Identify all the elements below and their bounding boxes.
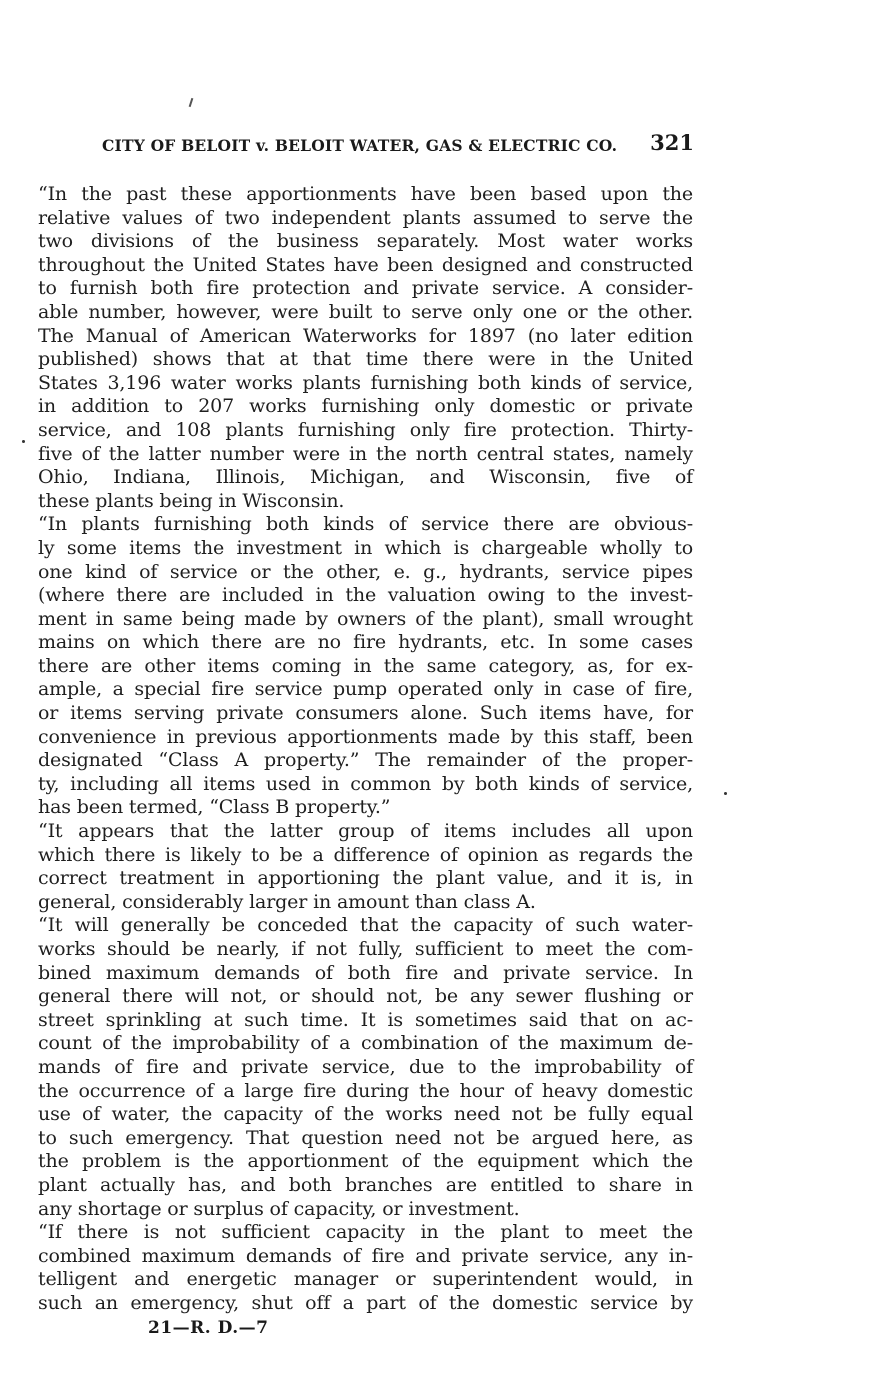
text-line: able number, however, were built to serve only one or the other. <box>38 300 693 323</box>
text-line: count of the improbability of a combination of the maximum de- <box>38 1032 693 1055</box>
text-line: The Manual of American Waterworks for 1897 (no later edition <box>38 324 693 347</box>
text-line: ty, including all items used in common by both kinds of service, <box>38 772 693 795</box>
text-line: in addition to 207 works furnishing only domestic or private <box>38 395 693 418</box>
text-line: five of the latter number were in the north central states, namely <box>38 442 693 465</box>
text-line: works should be nearly, if not fully, sufficient to meet the com- <box>38 938 693 960</box>
text-line: ment in same being made by owners of the plant), small wrought <box>38 607 693 630</box>
text-line: to furnish both fire protection and private service. A consider- <box>38 277 693 300</box>
stray-mark <box>189 98 194 107</box>
signature-mark: 21—R. D.—7 <box>148 1318 269 1338</box>
page-number: 321 <box>650 130 694 155</box>
text-line: “In plants furnishing both kinds of service there are obvious- <box>38 513 693 536</box>
text-line: “If there is not sufficient capacity in the plant to meet the <box>38 1221 693 1244</box>
text-line: to such emergency. That question need not be argued here, as <box>38 1126 693 1149</box>
text-line: States 3,196 water works plants furnishing both kinds of service, <box>38 371 693 394</box>
text-line: two divisions of the business separately. Most water works <box>38 230 693 253</box>
text-line: “It appears that the latter group of items includes all upon <box>38 820 693 843</box>
text-line: has been termed, “Class B property.” <box>38 796 391 819</box>
text-line: ly some items the investment in which is chargeable wholly to <box>38 536 693 559</box>
header-case-title: CITY OF BELOIT v. BELOIT WATER, GAS & ELECTRIC CO. <box>102 136 618 155</box>
text-line: service, and 108 plants furnishing only fire protection. Thirty- <box>38 418 693 441</box>
margin-speck <box>724 792 727 795</box>
text-line: Ohio, Indiana, Illinois, Michigan, and Wisconsin, five of <box>38 466 693 489</box>
margin-speck <box>22 440 25 443</box>
text-line: the occurrence of a large fire during the hour of heavy domestic <box>38 1079 693 1102</box>
text-line: published) shows that at that time there were in the United <box>38 348 693 371</box>
text-line: “It will generally be conceded that the capacity of such water- <box>38 914 693 937</box>
text-line: street sprinkling at such time. It is sometimes said that on ac- <box>38 1008 693 1031</box>
text-line: general there will not, or should not, be any sewer flushing or <box>38 985 693 1008</box>
text-line: the problem is the apportionment of the equipment which the <box>38 1150 693 1173</box>
text-line: combined maximum demands of fire and private service, any in- <box>38 1244 693 1267</box>
text-line: convenience in previous apportionments made by this staff, been <box>38 725 693 748</box>
text-line: one kind of service or the other, e. g., hydrants, service pipes <box>38 560 693 583</box>
text-line: telligent and energetic manager or superintendent would, in <box>38 1268 693 1291</box>
text-line: these plants being in Wisconsin. <box>38 489 345 512</box>
text-line: relative values of two independent plants assumed to serve the <box>38 206 693 229</box>
text-line: which there is likely to be a difference of opinion as regards the <box>38 843 693 866</box>
text-line: bined maximum demands of both fire and private service. In <box>38 961 693 984</box>
body-text <box>38 183 693 1316</box>
running-header <box>102 130 694 160</box>
text-line: ample, a special fire service pump operated only in case of fire, <box>38 678 693 701</box>
text-line: such an emergency, shut off a part of the domestic service by <box>38 1291 693 1314</box>
text-line: any shortage or surplus of capacity, or investment. <box>38 1197 520 1220</box>
text-line: mands of fire and private service, due to the improbability of <box>38 1055 693 1078</box>
text-line: “In the past these apportionments have been based upon the <box>38 183 693 205</box>
text-line: general, considerably larger in amount than class A. <box>38 890 536 913</box>
text-line: there are other items coming in the same category, as, for ex- <box>38 654 693 677</box>
text-line: (where there are included in the valuation owing to the invest- <box>38 584 693 607</box>
text-line: plant actually has, and both branches are entitled to share in <box>38 1173 693 1196</box>
text-line: mains on which there are no fire hydrants, etc. In some cases <box>38 631 693 654</box>
text-line: designated “Class A property.” The remainder of the proper- <box>38 749 693 772</box>
text-line: use of water, the capacity of the works need not be fully equal <box>38 1103 693 1126</box>
text-line: or items serving private consumers alone. Such items have, for <box>38 702 693 725</box>
text-line: correct treatment in apportioning the plant value, and it is, in <box>38 867 693 890</box>
text-line: throughout the United States have been designed and constructed <box>38 253 693 276</box>
